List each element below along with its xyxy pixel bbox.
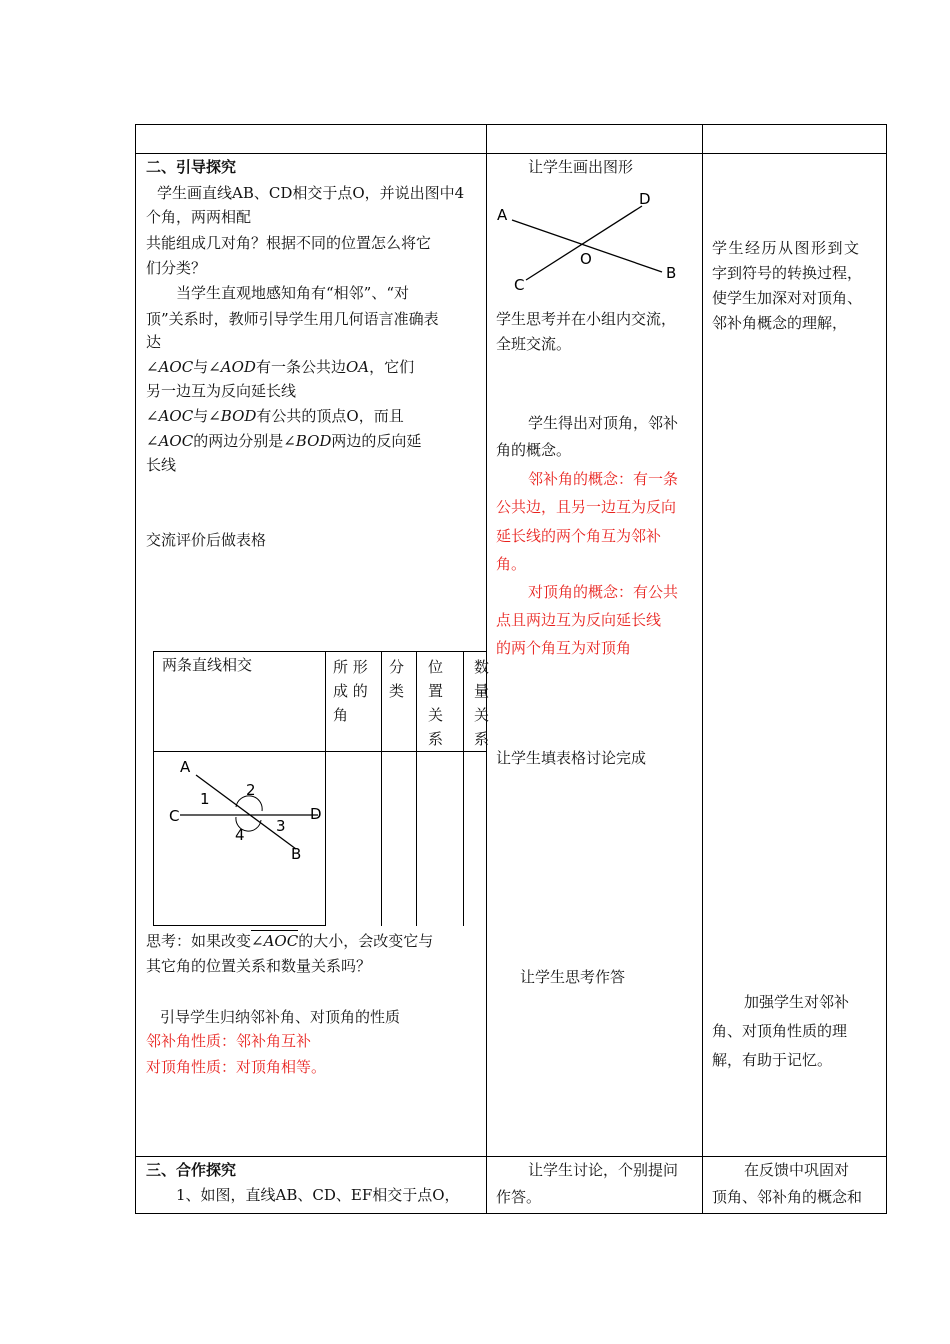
section3-col2-line1: 让学生讨论，个别提问 <box>528 1161 679 1179</box>
text-common-vertex: 有公共的顶点O，而且 <box>256 407 404 425</box>
col3-a3: 使学生加深对对顶角、 <box>712 289 863 307</box>
col2-think-1: 学生思考并在小组内交流， <box>496 310 677 328</box>
col1-line6: 顶”关系时，教师引导学生用几何语言准确表 <box>146 310 439 328</box>
header-row-border <box>135 153 887 154</box>
fig1-label-c: C <box>514 276 525 294</box>
fig1-label-b: B <box>666 264 677 282</box>
angle-aod: ∠AOD <box>208 358 256 376</box>
segment-oa: OA <box>345 358 370 376</box>
h2-char: 的 <box>352 682 368 700</box>
text-common-side: 有一条公共边 <box>255 358 346 376</box>
col1-line9: 另一边互为反向延长线 <box>146 382 297 400</box>
col3-b2: 角、对顶角性质的理 <box>712 1022 848 1040</box>
section3-col2-line2: 作答。 <box>496 1188 542 1206</box>
vertical-def-1: 对顶角的概念：有公共 <box>528 583 679 601</box>
h2-char: 所 <box>333 658 349 676</box>
section3-border <box>135 1156 887 1157</box>
col2-conclude-1: 学生得出对顶角，邻补 <box>528 414 679 432</box>
fig2-label-2: 2 <box>246 781 256 799</box>
table-left-border <box>135 124 136 1214</box>
text-reverse: 两边的反向延 <box>331 432 422 450</box>
h5-char: 关 <box>474 706 490 724</box>
vertical-property: 对顶角性质：对顶角相等。 <box>146 1058 327 1076</box>
intersecting-lines-figure-1 <box>494 186 684 294</box>
intersecting-lines-figure-2 <box>158 755 324 865</box>
col3-b1: 加强学生对邻补 <box>744 993 850 1011</box>
col1-line7: 达 <box>146 333 162 351</box>
h4-char: 置 <box>428 682 444 700</box>
col1-line2: 个角，两两相配 <box>146 208 252 226</box>
angle-aoc: ∠AOC <box>146 358 194 376</box>
angle-bod: ∠BOD <box>208 407 257 425</box>
col2-answer: 让学生思考作答 <box>520 968 626 986</box>
col1-line12: 长线 <box>146 456 177 474</box>
text-yu-2: 与 <box>193 407 209 425</box>
vertical-def-2: 点且两边互为反向延长线 <box>496 611 662 629</box>
section2-heading: 二、引导探究 <box>146 158 237 176</box>
col2-fill-table: 让学生填表格讨论完成 <box>496 749 647 767</box>
vertical-def-3: 的两个角互为对顶角 <box>496 639 632 657</box>
column-divider-2 <box>702 124 703 1214</box>
h2-char: 成 <box>333 682 349 700</box>
fig2-label-b: B <box>291 845 302 863</box>
table-top-border <box>135 124 887 125</box>
h5-char: 系 <box>474 730 490 748</box>
guide-text: 引导学生归纳邻补角、对顶角的性质 <box>160 1008 401 1026</box>
table-bottom-border <box>135 1213 887 1214</box>
adjacent-def-4: 角。 <box>496 555 527 573</box>
angle-aoc-2: ∠AOC <box>146 407 194 425</box>
h3-char: 类 <box>389 682 405 700</box>
col1-line1: 学生画直线AB、CD相交于点O，并说出图中4 <box>157 184 465 202</box>
col3-a2: 字到符号的转换过程， <box>712 264 863 282</box>
fig2-label-4: 4 <box>235 826 245 844</box>
adjacent-def-1: 邻补角的概念：有一条 <box>528 470 679 488</box>
h3-char: 分 <box>389 658 405 676</box>
h4-char: 位 <box>428 658 444 676</box>
inner-table-header-4 <box>428 655 443 751</box>
text-they: ，它们 <box>369 358 415 376</box>
col1-line5: 当学生直观地感知角有“相邻”、“对 <box>176 284 410 302</box>
section3-col3-line2: 顶角、邻补角的概念和 <box>712 1188 863 1206</box>
math-line-1 <box>146 357 486 377</box>
col2-think-2: 全班交流。 <box>496 335 572 353</box>
math-line-2 <box>146 406 404 426</box>
text-yu: 与 <box>193 358 209 376</box>
h5-char: 数 <box>474 658 490 676</box>
inner-table-header-5 <box>474 655 489 751</box>
h4-char: 关 <box>428 706 444 724</box>
col2-draw: 让学生画出图形 <box>528 158 634 176</box>
section3-col1-line1: 1、如图，直线AB、CD、EF相交于点O， <box>176 1186 460 1204</box>
col1-line3: 共能组成几对角？根据不同的位置怎么将它 <box>146 234 432 252</box>
h5-char: 量 <box>474 682 490 700</box>
text-two-sides: 的两边分别是 <box>193 432 284 450</box>
fig1-label-a: A <box>497 206 508 224</box>
exchange-text: 交流评价后做表格 <box>146 531 267 549</box>
angle-bod-2: ∠BOD <box>283 432 332 450</box>
adjacent-def-3: 延长线的两个角互为邻补 <box>496 527 662 545</box>
fig2-label-a: A <box>180 758 191 776</box>
adjacent-property: 邻补角性质：邻补角互补 <box>146 1032 312 1050</box>
math-line-3 <box>146 431 421 451</box>
col3-a4: 邻补角概念的理解， <box>712 314 848 332</box>
inner-table-header-3 <box>389 655 404 703</box>
table-right-border <box>886 124 887 1214</box>
think-text-a: 思考：如果改变 <box>146 932 252 950</box>
inner-table-header-1: 两条直线相交 <box>162 656 253 674</box>
adjacent-def-2: 公共边，且另一边互为反向 <box>496 498 677 516</box>
fig1-label-o: O <box>580 250 592 268</box>
angle-aoc-3: ∠AOC <box>146 432 194 450</box>
section3-heading: 三、合作探究 <box>146 1161 237 1179</box>
think-line-1 <box>146 930 433 951</box>
section3-col3-line1: 在反馈中巩固对 <box>744 1161 850 1179</box>
col2-conclude-2: 角的概念。 <box>496 441 572 459</box>
think-text-b: 的大小，会改变它与 <box>298 932 434 950</box>
fig2-label-3: 3 <box>276 817 286 835</box>
col3-b3: 解，有助于记忆。 <box>712 1051 833 1069</box>
fig2-label-1: 1 <box>200 790 210 808</box>
think-line-2: 其它角的位置关系和数量关系吗？ <box>146 957 372 975</box>
col1-line4: 们分类？ <box>146 259 207 277</box>
h4-char: 系 <box>428 730 444 748</box>
h2-char: 形 <box>352 658 368 676</box>
h2-char: 角 <box>333 706 349 724</box>
col3-a1: 学生经历从图形到文 <box>712 239 861 257</box>
inner-table-header-2 <box>333 655 379 727</box>
think-angle-aoc: ∠AOC <box>251 932 299 950</box>
fig2-label-c: C <box>169 807 180 825</box>
fig1-label-d: D <box>639 190 651 208</box>
fig2-label-d: D <box>310 805 322 823</box>
